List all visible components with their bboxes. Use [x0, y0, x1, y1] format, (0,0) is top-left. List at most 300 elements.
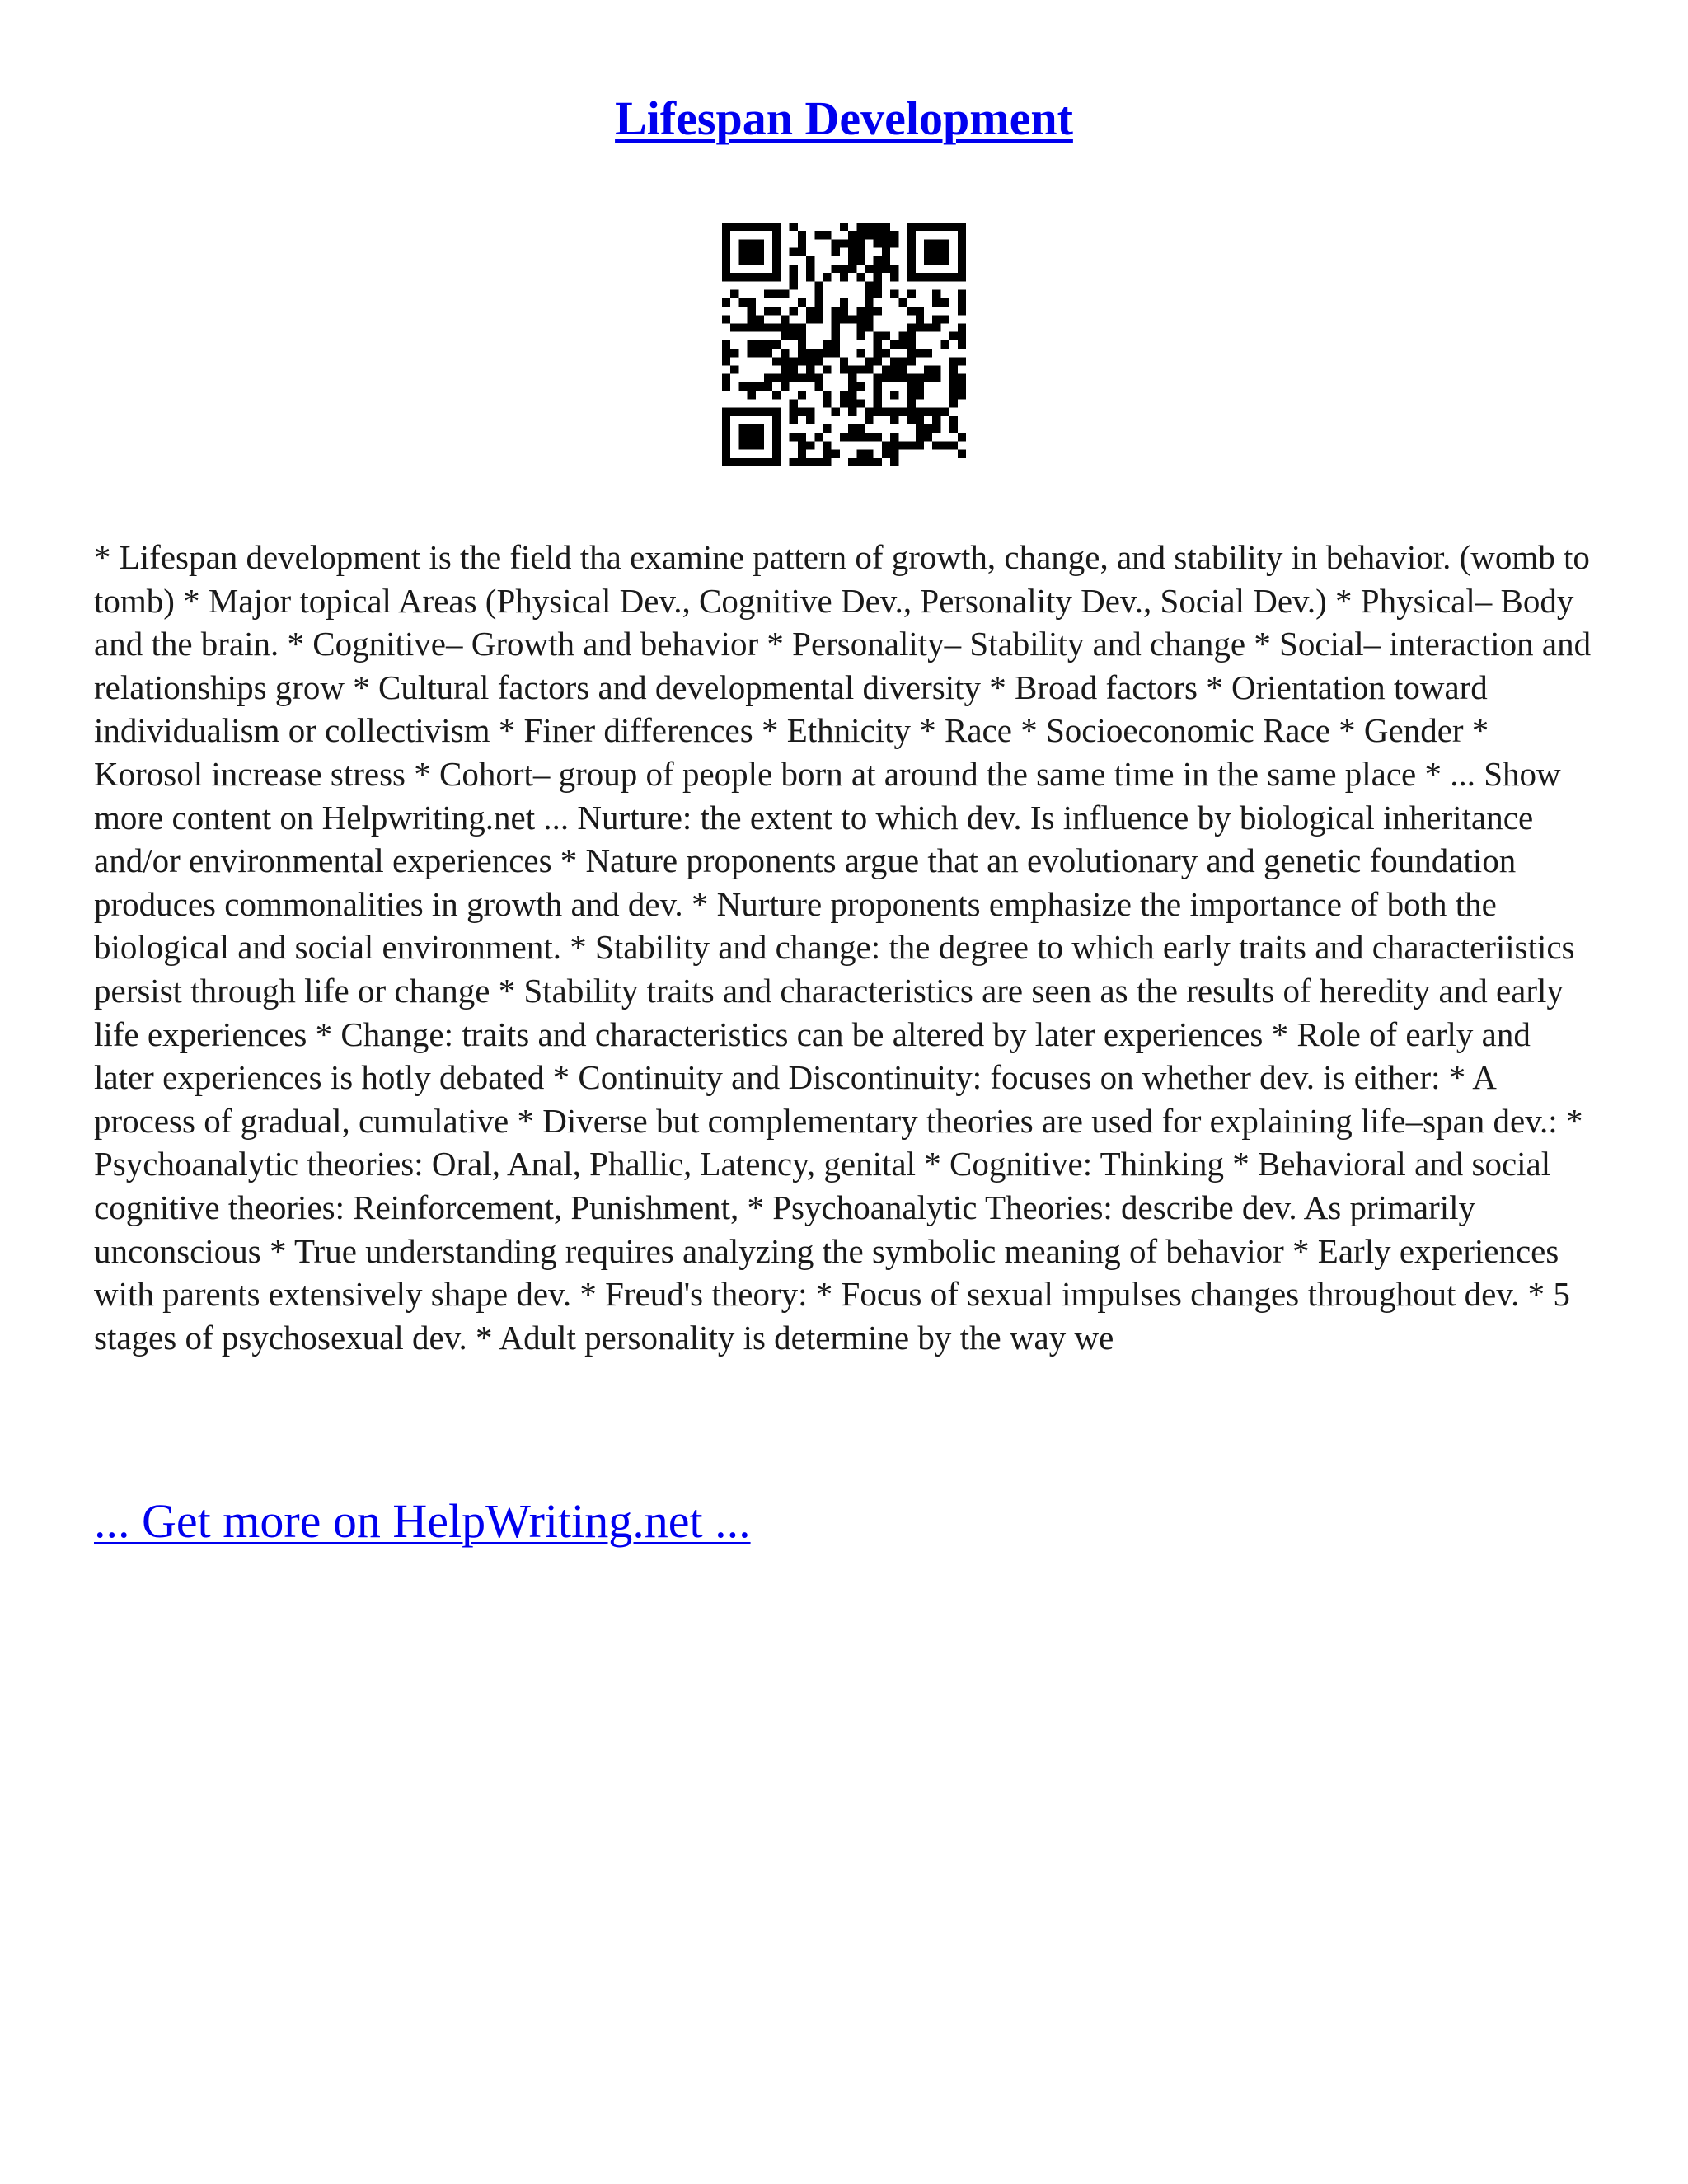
- qr-module: [958, 239, 966, 247]
- qr-module: [730, 366, 738, 374]
- qr-module: [890, 290, 898, 298]
- qr-module: [940, 223, 949, 231]
- qr-module: [874, 307, 882, 315]
- qr-module: [898, 332, 907, 340]
- qr-module: [772, 433, 781, 441]
- qr-module: [840, 265, 848, 273]
- qr-module: [798, 433, 806, 441]
- qr-module: [882, 265, 890, 273]
- qr-module: [790, 374, 798, 382]
- qr-module: [806, 273, 814, 281]
- qr-module: [806, 416, 814, 424]
- qr-module: [882, 223, 890, 231]
- article-body: * Lifespan development is the field tha examine pattern of growth, change, and stability in behavior. (womb to tomb) * Major topical Areas (Physical Dev., Cognitive Dev., Personality Dev., Social Dev.) * Physical– Body and the brain. * Cognitive– Growth and behavior * Personality– Stability and change * Social– interaction and relationships grow * Cultural factors and developmental diversity * Broad factors * Orientation toward individualism or collectivism * Finer differences * Ethnicity * Race * Socioeconomic Race * Gender * Korosol increase stress * Cohort– group of people born at around the same time in the same place * ... Show more content on Helpwriting.net ... Nurture: the extent to which dev. Is influence by biological inheritance and/or environmental experiences * Nature proponents argue that an evolutionary and genetic foundation produces commonalities in growth and dev. * Nurture proponents emphasize the importance of both the biological and social environment. * Stability and change: the degree to which early traits and characteriistics persist through life or change * Stability traits and characteristics are seen as the results of heredity and early life experiences * Change: traits and characteristics can be altered by later experiences * Role of early and later experiences is hotly debated * Continuity and Discontinuity: focuses on whether dev. is either: * A process of gradual, cumulative * Diverse but complementary theories are used for explaining life–span dev.: * Psychoanalytic theories: Oral, Anal, Phallic, Latency, genital * Cognitive: Thinking * Behavioral and social cognitive theories: Reinforcement, Punishment, * Psychoanalytic Theories: describe dev. As primarily unconscious * True understanding requires analyzing the symbolic meaning of behavior * Early experiences with parents extensively shape dev. * Freud's theory: * Focus of sexual impulses changes throughout dev. * 5 stages of psychosexual dev. * Adult personality is determine by the way we: [94, 538, 1592, 1357]
- qr-module: [932, 256, 940, 265]
- qr-module: [907, 374, 916, 382]
- qr-module: [890, 433, 898, 441]
- qr-module: [932, 239, 940, 247]
- qr-module: [924, 223, 932, 231]
- qr-module: [738, 441, 747, 449]
- qr-module: [932, 223, 940, 231]
- qr-module: [916, 391, 924, 399]
- qr-module: [932, 315, 940, 323]
- qr-module: [806, 458, 814, 466]
- qr-module: [890, 366, 898, 374]
- qr-module: [738, 273, 747, 281]
- qr-module: [790, 332, 798, 340]
- qr-module: [806, 315, 814, 323]
- qr-module: [772, 290, 781, 298]
- qr-module: [865, 366, 874, 374]
- qr-module: [748, 340, 756, 349]
- qr-module: [764, 307, 772, 315]
- qr-module: [890, 441, 898, 449]
- qr-module: [738, 323, 747, 331]
- qr-module: [940, 408, 949, 416]
- qr-module: [756, 256, 764, 265]
- qr-module: [856, 366, 865, 374]
- qr-module: [756, 382, 764, 391]
- qr-module: [748, 256, 756, 265]
- qr-module: [772, 458, 781, 466]
- qr-module: [916, 315, 924, 323]
- qr-module: [907, 248, 916, 256]
- qr-module: [832, 315, 840, 323]
- qr-module: [823, 450, 831, 458]
- qr-module: [940, 441, 949, 449]
- qr-module: [722, 408, 730, 416]
- qr-module: [781, 366, 789, 374]
- qr-module: [856, 424, 865, 433]
- qr-module: [722, 416, 730, 424]
- qr-module: [748, 248, 756, 256]
- qr-module: [907, 349, 916, 357]
- qr-module: [832, 408, 840, 416]
- qr-module: [738, 433, 747, 441]
- qr-module: [940, 248, 949, 256]
- qr-module: [932, 298, 940, 307]
- qr-module: [950, 332, 958, 340]
- qr-module: [924, 239, 932, 247]
- qr-module: [748, 323, 756, 331]
- qr-module: [958, 391, 966, 399]
- qr-module: [916, 374, 924, 382]
- qr-module: [722, 458, 730, 466]
- qr-module: [865, 315, 874, 323]
- qr-module: [722, 315, 730, 323]
- qr-module: [898, 340, 907, 349]
- qr-module: [738, 298, 747, 307]
- qr-module: [848, 366, 856, 374]
- qr-module: [874, 340, 882, 349]
- qr-module: [950, 273, 958, 281]
- qr-module: [958, 248, 966, 256]
- qr-module: [840, 273, 848, 281]
- qr-module: [722, 298, 730, 307]
- qr-module: [722, 256, 730, 265]
- qr-module: [932, 323, 940, 331]
- qr-module: [840, 433, 848, 441]
- qr-module: [932, 366, 940, 374]
- qr-module: [848, 265, 856, 273]
- qr-module: [848, 248, 856, 256]
- qr-module: [940, 273, 949, 281]
- qr-module: [865, 223, 874, 231]
- qr-module: [940, 298, 949, 307]
- qr-module: [798, 248, 806, 256]
- qr-module: [916, 349, 924, 357]
- qr-module: [907, 323, 916, 331]
- qr-module: [958, 273, 966, 281]
- qr-module: [772, 450, 781, 458]
- qr-module: [848, 433, 856, 441]
- qr-module: [874, 231, 882, 239]
- qr-module: [865, 307, 874, 315]
- qr-module: [940, 315, 949, 323]
- qr-module: [748, 298, 756, 307]
- qr-module: [798, 458, 806, 466]
- qr-module: [907, 357, 916, 365]
- qr-module: [874, 357, 882, 365]
- qr-module: [814, 231, 823, 239]
- qr-module: [790, 399, 798, 407]
- qr-module: [916, 323, 924, 331]
- qr-module: [924, 408, 932, 416]
- qr-module: [856, 458, 865, 466]
- qr-module: [748, 307, 756, 315]
- qr-module: [814, 307, 823, 315]
- qr-module: [874, 256, 882, 265]
- qr-module: [790, 357, 798, 365]
- qr-module: [730, 223, 738, 231]
- page-title: [0, 89, 1688, 148]
- qr-module: [790, 433, 798, 441]
- qr-module: [730, 408, 738, 416]
- qr-module: [848, 315, 856, 323]
- qr-module: [890, 239, 898, 247]
- qr-module: [790, 416, 798, 424]
- qr-module: [940, 256, 949, 265]
- qr-module: [772, 273, 781, 281]
- qr-module: [764, 458, 772, 466]
- qr-module: [865, 298, 874, 307]
- qr-module: [722, 374, 730, 382]
- qr-module: [722, 349, 730, 357]
- qr-module: [890, 357, 898, 365]
- qr-module: [790, 281, 798, 289]
- qr-module: [814, 315, 823, 323]
- qr-module: [932, 424, 940, 433]
- qr-module: [764, 273, 772, 281]
- qr-module: [764, 408, 772, 416]
- qr-module: [798, 391, 806, 399]
- qr-module: [882, 332, 890, 340]
- qr-module: [798, 239, 806, 247]
- qr-module: [722, 357, 730, 365]
- qr-module: [772, 416, 781, 424]
- qr-module: [890, 340, 898, 349]
- qr-module: [898, 441, 907, 449]
- qr-code-icon: [722, 223, 966, 466]
- qr-module: [848, 256, 856, 265]
- qr-module: [756, 273, 764, 281]
- qr-module: [856, 248, 865, 256]
- qr-module: [756, 340, 764, 349]
- qr-module: [924, 349, 932, 357]
- qr-module: [856, 315, 865, 323]
- qr-module: [865, 281, 874, 289]
- qr-module: [898, 374, 907, 382]
- qr-module: [856, 223, 865, 231]
- qr-module: [874, 281, 882, 289]
- qr-module: [907, 416, 916, 424]
- qr-module: [874, 273, 882, 281]
- qr-module: [772, 307, 781, 315]
- qr-module: [882, 231, 890, 239]
- qr-module: [832, 248, 840, 256]
- qr-module: [856, 323, 865, 331]
- qr-module: [772, 248, 781, 256]
- qr-module: [823, 231, 831, 239]
- qr-module: [722, 239, 730, 247]
- qr-module: [907, 256, 916, 265]
- qr-module: [890, 273, 898, 281]
- qr-module: [764, 290, 772, 298]
- qr-module: [832, 239, 840, 247]
- qr-module: [958, 307, 966, 315]
- qr-module: [950, 441, 958, 449]
- qr-module: [856, 349, 865, 357]
- qr-module: [748, 315, 756, 323]
- qr-module: [781, 349, 789, 357]
- qr-module: [882, 441, 890, 449]
- qr-module: [738, 408, 747, 416]
- qr-module: [848, 408, 856, 416]
- qr-module: [832, 265, 840, 273]
- qr-module: [823, 349, 831, 357]
- qr-module: [798, 349, 806, 357]
- qr-module: [924, 366, 932, 374]
- qr-module: [772, 391, 781, 399]
- qr-module: [730, 349, 738, 357]
- qr-module: [924, 433, 932, 441]
- qr-module: [882, 248, 890, 256]
- qr-module: [874, 239, 882, 247]
- qr-module: [772, 265, 781, 273]
- qr-module: [890, 458, 898, 466]
- qr-module: [772, 239, 781, 247]
- qr-module: [958, 231, 966, 239]
- qr-module: [907, 239, 916, 247]
- qr-module: [748, 239, 756, 247]
- qr-module: [874, 391, 882, 399]
- qr-module: [748, 223, 756, 231]
- qr-module: [722, 248, 730, 256]
- qr-module: [738, 239, 747, 247]
- qr-module: [781, 374, 789, 382]
- qr-module: [958, 450, 966, 458]
- qr-module: [958, 357, 966, 365]
- qr-module: [950, 357, 958, 365]
- qr-module: [772, 256, 781, 265]
- qr-module: [865, 416, 874, 424]
- qr-module: [748, 273, 756, 281]
- qr-module: [748, 433, 756, 441]
- qr-module: [924, 374, 932, 382]
- qr-module: [882, 450, 890, 458]
- qr-module: [798, 298, 806, 307]
- qr-module: [890, 231, 898, 239]
- qr-module: [722, 223, 730, 231]
- qr-module: [932, 416, 940, 424]
- qr-module: [940, 239, 949, 247]
- qr-module: [790, 458, 798, 466]
- qr-module: [907, 340, 916, 349]
- qr-module: [898, 366, 907, 374]
- qr-module: [806, 256, 814, 265]
- qr-module: [823, 424, 831, 433]
- qr-module: [823, 273, 831, 281]
- qr-module: [840, 239, 848, 247]
- qr-module: [790, 273, 798, 281]
- qr-module: [730, 458, 738, 466]
- qr-module: [890, 374, 898, 382]
- qr-module: [958, 340, 966, 349]
- qr-module: [848, 382, 856, 391]
- qr-module: [790, 323, 798, 331]
- qr-module: [798, 323, 806, 331]
- qr-module: [730, 273, 738, 281]
- qr-module: [916, 223, 924, 231]
- qr-module: [748, 441, 756, 449]
- qr-module: [874, 349, 882, 357]
- qr-module: [907, 399, 916, 407]
- qr-module: [874, 290, 882, 298]
- qr-module: [798, 441, 806, 449]
- qr-module: [790, 223, 798, 231]
- qr-module: [806, 265, 814, 273]
- qr-module: [722, 424, 730, 433]
- qr-module: [781, 290, 789, 298]
- qr-module: [840, 307, 848, 315]
- qr-module: [848, 424, 856, 433]
- qr-module: [748, 382, 756, 391]
- qr-module: [916, 307, 924, 315]
- qr-module: [756, 315, 764, 323]
- qr-module: [823, 340, 831, 349]
- qr-module: [848, 239, 856, 247]
- qr-module: [898, 298, 907, 307]
- qr-module: [916, 273, 924, 281]
- qr-module: [722, 441, 730, 449]
- qr-module: [856, 399, 865, 407]
- qr-module: [958, 323, 966, 331]
- qr-module: [764, 323, 772, 331]
- qr-module: [756, 223, 764, 231]
- qr-module: [932, 374, 940, 382]
- qr-module: [764, 349, 772, 357]
- qr-module: [898, 408, 907, 416]
- qr-module: [950, 223, 958, 231]
- qr-module: [772, 340, 781, 349]
- qr-module: [722, 382, 730, 391]
- qr-module: [814, 298, 823, 307]
- qr-module: [756, 433, 764, 441]
- qr-module: [848, 458, 856, 466]
- qr-module: [840, 357, 848, 365]
- qr-module: [814, 281, 823, 289]
- qr-module: [882, 366, 890, 374]
- qr-module: [823, 391, 831, 399]
- qr-module: [790, 265, 798, 273]
- qr-module: [756, 323, 764, 331]
- qr-module: [772, 408, 781, 416]
- qr-module: [756, 248, 764, 256]
- qr-module: [806, 408, 814, 416]
- qr-module: [814, 458, 823, 466]
- qr-module: [856, 256, 865, 265]
- qr-module: [772, 357, 781, 365]
- qr-module: [874, 408, 882, 416]
- qr-module: [874, 399, 882, 407]
- qr-module: [890, 416, 898, 424]
- get-more-link[interactable]: ... Get more on HelpWriting.net ...: [94, 1494, 751, 1548]
- qr-module: [738, 424, 747, 433]
- qr-module: [722, 340, 730, 349]
- qr-module: [848, 374, 856, 382]
- qr-module: [848, 231, 856, 239]
- qr-module: [798, 408, 806, 416]
- qr-module: [882, 239, 890, 247]
- qr-module: [958, 256, 966, 265]
- qr-module: [848, 399, 856, 407]
- qr-module: [772, 223, 781, 231]
- qr-module: [907, 231, 916, 239]
- title-link[interactable]: Lifespan Development: [615, 91, 1073, 145]
- qr-module: [916, 424, 924, 433]
- qr-module: [940, 340, 949, 349]
- qr-module: [840, 298, 848, 307]
- qr-module: [806, 307, 814, 315]
- qr-module: [798, 340, 806, 349]
- qr-module: [814, 382, 823, 391]
- qr-module: [874, 382, 882, 391]
- qr-module: [916, 441, 924, 449]
- qr-module: [916, 382, 924, 391]
- qr-module: [950, 399, 958, 407]
- qr-module: [856, 332, 865, 340]
- qr-module: [738, 223, 747, 231]
- qr-module: [806, 374, 814, 382]
- qr-module: [756, 458, 764, 466]
- qr-module: [865, 231, 874, 239]
- qr-module: [898, 357, 907, 365]
- qr-module: [856, 239, 865, 247]
- qr-module: [790, 248, 798, 256]
- qr-module: [856, 382, 865, 391]
- qr-module: [738, 382, 747, 391]
- qr-module: [781, 382, 789, 391]
- qr-module: [772, 374, 781, 382]
- qr-module: [748, 424, 756, 433]
- qr-module: [840, 391, 848, 399]
- qr-module: [924, 323, 932, 331]
- qr-module: [772, 231, 781, 239]
- qr-module: [840, 399, 848, 407]
- qr-module: [907, 265, 916, 273]
- qr-module: [865, 357, 874, 365]
- qr-module: [730, 323, 738, 331]
